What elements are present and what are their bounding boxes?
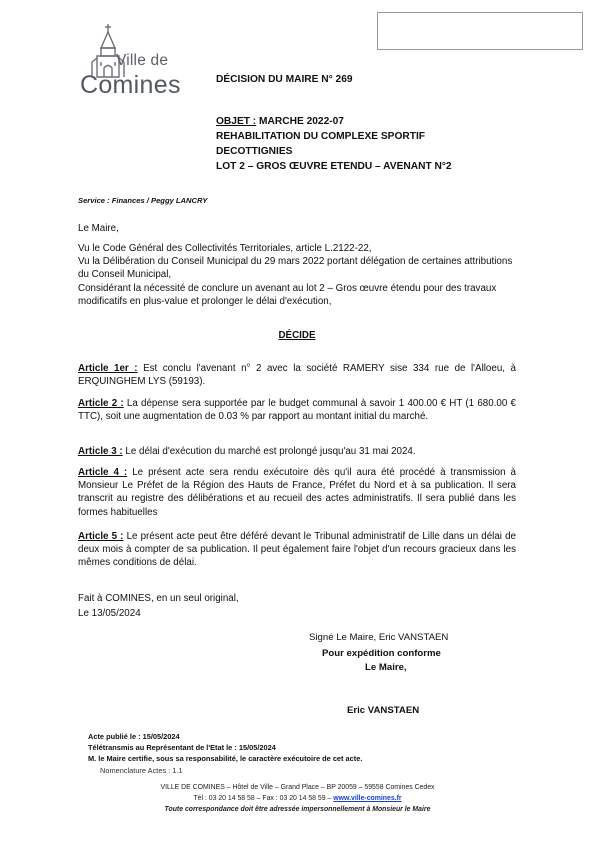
article-text: Le présent acte sera rendu exécutoire dès qu'il aura été procédé à transmission à Monsieur Le Préfet de la Région des Hauts de France, Préfet du Nord et à sa publication. Il sera transcrit au registre des délibérations et au recueil des actes administratifs. Il sera publié dans les formes habituelles bbox=[78, 467, 516, 518]
acte-publie: Acte publié le : 15/05/2024 bbox=[88, 732, 180, 741]
signature-le-maire: Le Maire, bbox=[365, 662, 407, 673]
city-logo bbox=[78, 22, 198, 110]
article-text: Le délai d'exécution du marché est prolongé jusqu'au 31 mai 2024. bbox=[122, 446, 416, 457]
objet-value: MARCHE 2022-07 bbox=[256, 116, 344, 127]
date: Le 13/05/2024 bbox=[78, 608, 141, 619]
article-1 bbox=[78, 362, 516, 388]
website-link[interactable]: www.ville-comines.fr bbox=[333, 795, 402, 802]
footer-contact bbox=[0, 795, 595, 802]
article-5 bbox=[78, 530, 516, 570]
considerant: Considérant la nécessité de conclure un avenant au lot 2 – Gros œuvre étendu pour des travaux modificatifs en plus-value et prolonger le délai d'exécution, bbox=[78, 283, 497, 308]
salutation: Le Maire, bbox=[78, 223, 119, 234]
objet-line-3: DECOTTIGNIES bbox=[216, 146, 293, 157]
article-4 bbox=[78, 466, 516, 519]
nomenclature: Nomenclature Actes : 1.1 bbox=[100, 766, 183, 775]
logo-comines-text: Comines bbox=[80, 71, 181, 99]
objet-line bbox=[216, 116, 344, 127]
stamp-box bbox=[377, 12, 583, 50]
decision-title: DÉCISION DU MAIRE N° 269 bbox=[216, 74, 353, 85]
article-text: Est conclu l'avenant n° 2 avec la société RAMERY sise 334 rue de l'Alloeu, à ERQUINGHEM LYS (59193). bbox=[78, 363, 516, 388]
signature-expedition: Pour expédition conforme bbox=[322, 648, 441, 659]
signature-signe: Signé Le Maire, Eric VANSTAEN bbox=[309, 632, 449, 643]
article-label: Article 3 : bbox=[78, 446, 123, 457]
article-text: Le présent acte peut être déféré devant le Tribunal administratif de Lille dans un délai de deux mois à compter de sa publication. Il peut également faire l'objet d'un recours gracieux dans les mêmes conditions de délai. bbox=[78, 531, 516, 569]
logo-ville-text: Ville de bbox=[116, 52, 169, 69]
certification: M. le Maire certifie, sous sa responsabilité, le caractère exécutoire de cet acte. bbox=[88, 754, 363, 763]
footer-address: VILLE DE COMINES – Hôtel de Ville – Grand Place – BP 20059 – 59558 Comines Cedex bbox=[160, 784, 435, 791]
objet-label: OBJET : bbox=[216, 116, 257, 127]
service-line: Service : Finances / Peggy LANCRY bbox=[78, 196, 208, 205]
article-label: Article 5 : bbox=[78, 531, 124, 542]
article-label: Article 1er : bbox=[78, 363, 138, 374]
fait-a: Fait à COMINES, en un seul original, bbox=[78, 593, 239, 604]
decide-heading bbox=[78, 329, 516, 342]
article-text: La dépense sera supportée par le budget communal à savoir 1 400.00 € HT (1 680.00 € TTC), soit une augmentation de 0.03 % par rapport au montant initial du marché. bbox=[78, 398, 516, 423]
footer-phone: Tél : 03 20 14 58 58 – Fax : 03 20 14 58 59 – bbox=[193, 795, 334, 802]
vu-deliberation: Vu la Délibération du Conseil Municipal du 29 mars 2022 portant délégation de certaines attributions du Conseil Municipal, bbox=[78, 256, 513, 281]
article-2 bbox=[78, 397, 516, 423]
footer-note: Toute correspondance doit être adressée impersonnellement à Monsieur le Maire bbox=[164, 806, 431, 813]
teletransmis: Télétransmis au Représentant de l'Etat le : 15/05/2024 bbox=[88, 743, 276, 752]
objet-line-4: LOT 2 – GROS ŒUVRE ETENDU – AVENANT N°2 bbox=[216, 161, 452, 172]
article-label: Article 2 : bbox=[78, 398, 124, 409]
signature-name: Eric VANSTAEN bbox=[347, 705, 420, 716]
vu-code: Vu le Code Général des Collectivités Territoriales, article L.2122-22, bbox=[78, 243, 372, 254]
objet-line-2: REHABILITATION DU COMPLEXE SPORTIF bbox=[216, 131, 426, 142]
article-3 bbox=[78, 445, 516, 458]
article-label: Article 4 : bbox=[78, 467, 128, 478]
decide-text: DÉCIDE bbox=[278, 330, 316, 341]
